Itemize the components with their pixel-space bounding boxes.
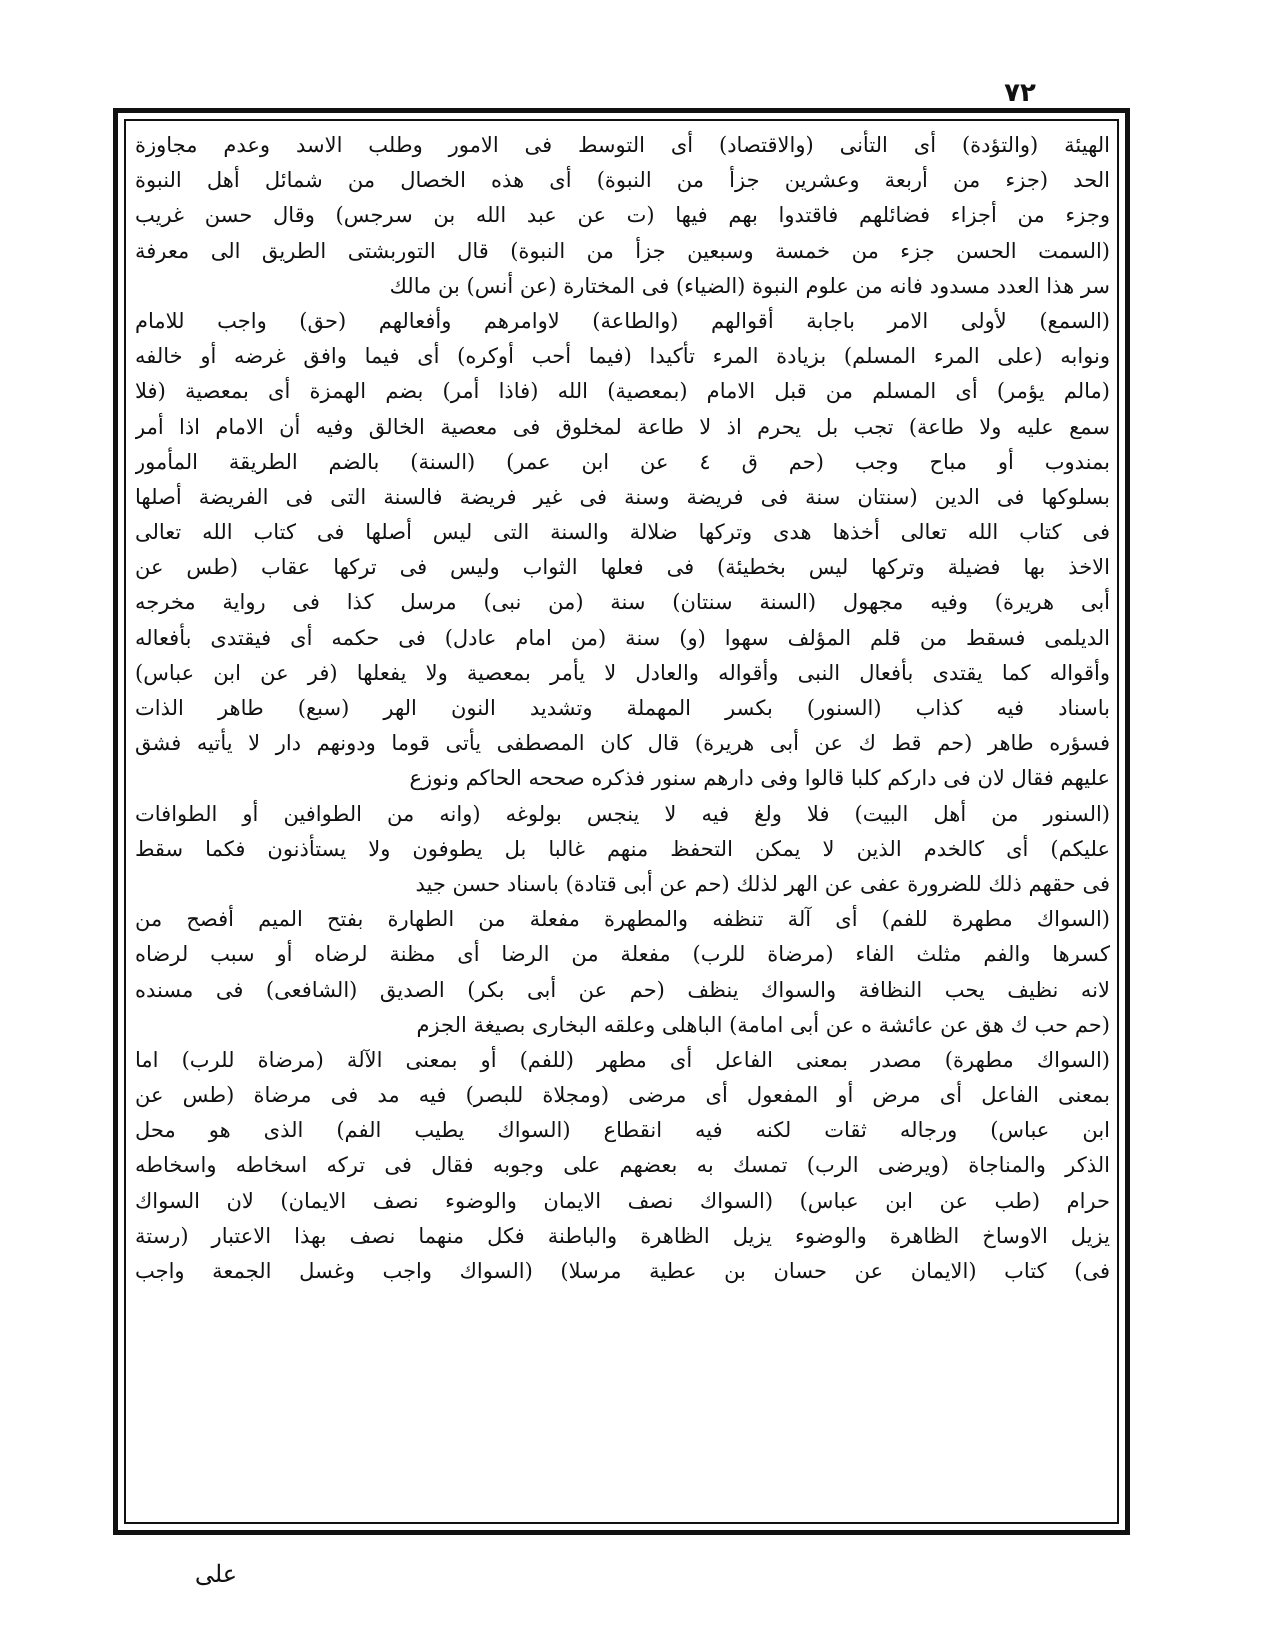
text-line: الهيئة (والتؤدة) أى التأنى (والاقتصاد) أى التوسط فى الامور وطلب الاسد وعدم مجاوزة [135,133,1110,157]
page-number: ٧٢ [1004,78,1036,108]
text-line: فسؤره طاهر (حم قط ك عن أبى هريرة) قال كان المصطفى يأتى قوما ودونهم دار لا يأتيه فشق [135,731,1110,756]
text-line: (السنور من أهل البيت) فلا ولغ فيه لا ينجس بولوغه (وانه من الطوافين أو الطوافات [135,801,1110,826]
text-line: الذكر والمناجاة (ويرضى الرب) تمسك به بعضهم على وجوبه فقال فى تركه اسخاطه واسخاطه [135,1153,1110,1178]
text-line: (حم حب ك هق عن عائشة ه عن أبى امامة) الباهلى وعلقه البخارى بصيغة الجزم [416,1012,1110,1037]
text-line: يزيل الاوساخ الظاهرة والوضوء يزيل الظاهرة والباطنة فكل منهما نصف بهذا الاعتبار (رستة [135,1223,1110,1248]
text-line: سر هذا العدد مسدود فانه من علوم النبوة (الضياء) فى المختارة (عن أنس) بن مالك [389,273,1110,298]
text-line: بمندوب أو مباح وجب (حم ق ٤ عن ابن عمر) (السنة) بالضم الطريقة المأمور [135,449,1110,474]
text-line: بسلوكها فى الدين (سنتان سنة فى فريضة وسنة فى غير فريضة فالسنة التى فى الفريضة أصلها [135,484,1110,509]
text-line: الديلمى فسقط من قلم المؤلف سهوا (و) سنة (من امام عادل) فى حكمه أى فيقتدى بأفعاله [135,625,1110,650]
text-line: ونوابه (على المرء المسلم) بزيادة المرء تأكيدا (فيما أحب أوكره) أى فيما وافق غرضه أو خالفه [135,344,1110,369]
text-line: أبى هريرة) وفيه مجهول (السنة سنتان) سنة (من نبى) مرسل كذا فى رواية مخرجه [135,590,1110,615]
text-line: (مالم يؤمر) أى المسلم من قبل الامام (بمعصية) الله (فاذا أمر) بضم الهمزة أى بمعصية (فلا [135,379,1110,404]
text-line: عليكم) أى كالخدم الذين لا يمكن التحفظ منهم غالبا بل يطوفون ولا يستأذنون فكما سقط [135,836,1110,861]
text-line: الاخذ بها فضيلة وتركها ليس بخطيئة) فى فعلها الثواب وليس فى تركها عقاب (طس عن [135,555,1110,580]
text-line: سمع عليه ولا طاعة) تجب بل يحرم اذ لا طاعة لمخلوق فى معصية الخالق وفيه أن الامام اذا أمر [135,414,1110,439]
text-line: باسناد فيه كذاب (السنور) بكسر المهملة وتشديد النون الهر (سبع) طاهر الذات [135,696,1110,720]
text-line: (السواك مطهرة للفم) أى آلة تنظفه والمطهرة مفعلة من الطهارة بفتح الميم أفصح من [135,907,1110,932]
text-line: الحد (جزء من أربعة وعشرين جزأ من النبوة) أى هذه الخصال من شمائل أهل النبوة [135,168,1110,193]
text-line: فى) كتاب (الايمان عن حسان بن عطية مرسلا) (السواك واجب وغسل الجمعة واجب [135,1259,1110,1283]
text-line: وأقواله كما يقتدى بأفعال النبى وأقواله والعادل لا يأمر بمعصية ولا يفعلها (فر عن ابن عباس) [135,660,1110,685]
text-line: بمعنى الفاعل أى مرض أو المفعول أى مرضى (ومجلاة للبصر) فيه مد فى مرضاة (طس عن [135,1083,1110,1108]
text-line: وجزء من أجزاء فضائلهم فاقتدوا بهم فيها (ت عن عبد الله بن سرجس) وقال حسن غريب [135,203,1110,228]
text-line: ابن عباس) ورجاله ثقات لكنه فيه انقطاع (السواك يطيب الفم) الذى هو محل [135,1118,1110,1143]
text-line: (السواك مطهرة) مصدر بمعنى الفاعل أى مطهر (للفم) أو بمعنى الآلة (مرضاة للرب) اما [135,1047,1110,1072]
text-line: عليهم فقال لان فى داركم كلبا قالوا وفى دارهم سنور فذكره صححه الحاكم ونوزع [409,766,1110,791]
text-line: فى حقهم ذلك للضرورة عفى عن الهر لذلك (حم عن أبى قتادة) باسناد حسن جيد [415,871,1110,896]
text-line: فى كتاب الله تعالى أخذها هدى وتركها ضلالة والسنة التى ليس أصلها فى كتاب الله تعالى [135,520,1110,545]
text-line: (السمع) لأولى الامر باجابة أقوالهم (والطاعة) لاوامرهم وأفعالهم (حق) واجب للامام [135,308,1110,333]
text-line: كسرها والفم مثلث الفاء (مرضاة للرب) مفعلة من الرضا أى مظنة لرضاه أو سبب لرضاه [135,942,1110,967]
catchword: على [194,1560,238,1588]
text-body [135,128,1110,1521]
text-line: (السمت الحسن جزء من خمسة وسبعين جزأ من النبوة) قال التوربشتى الطريق الى معرفة [135,238,1110,263]
text-line: لانه نظيف يحب النظافة والسواك ينظف (حم عن أبى بكر) الصديق (الشافعى) فى مسنده [135,977,1110,1002]
text-line: حرام (طب عن ابن عباس) (السواك نصف الايمان والوضوء نصف الايمان) لان السواك [135,1188,1110,1213]
